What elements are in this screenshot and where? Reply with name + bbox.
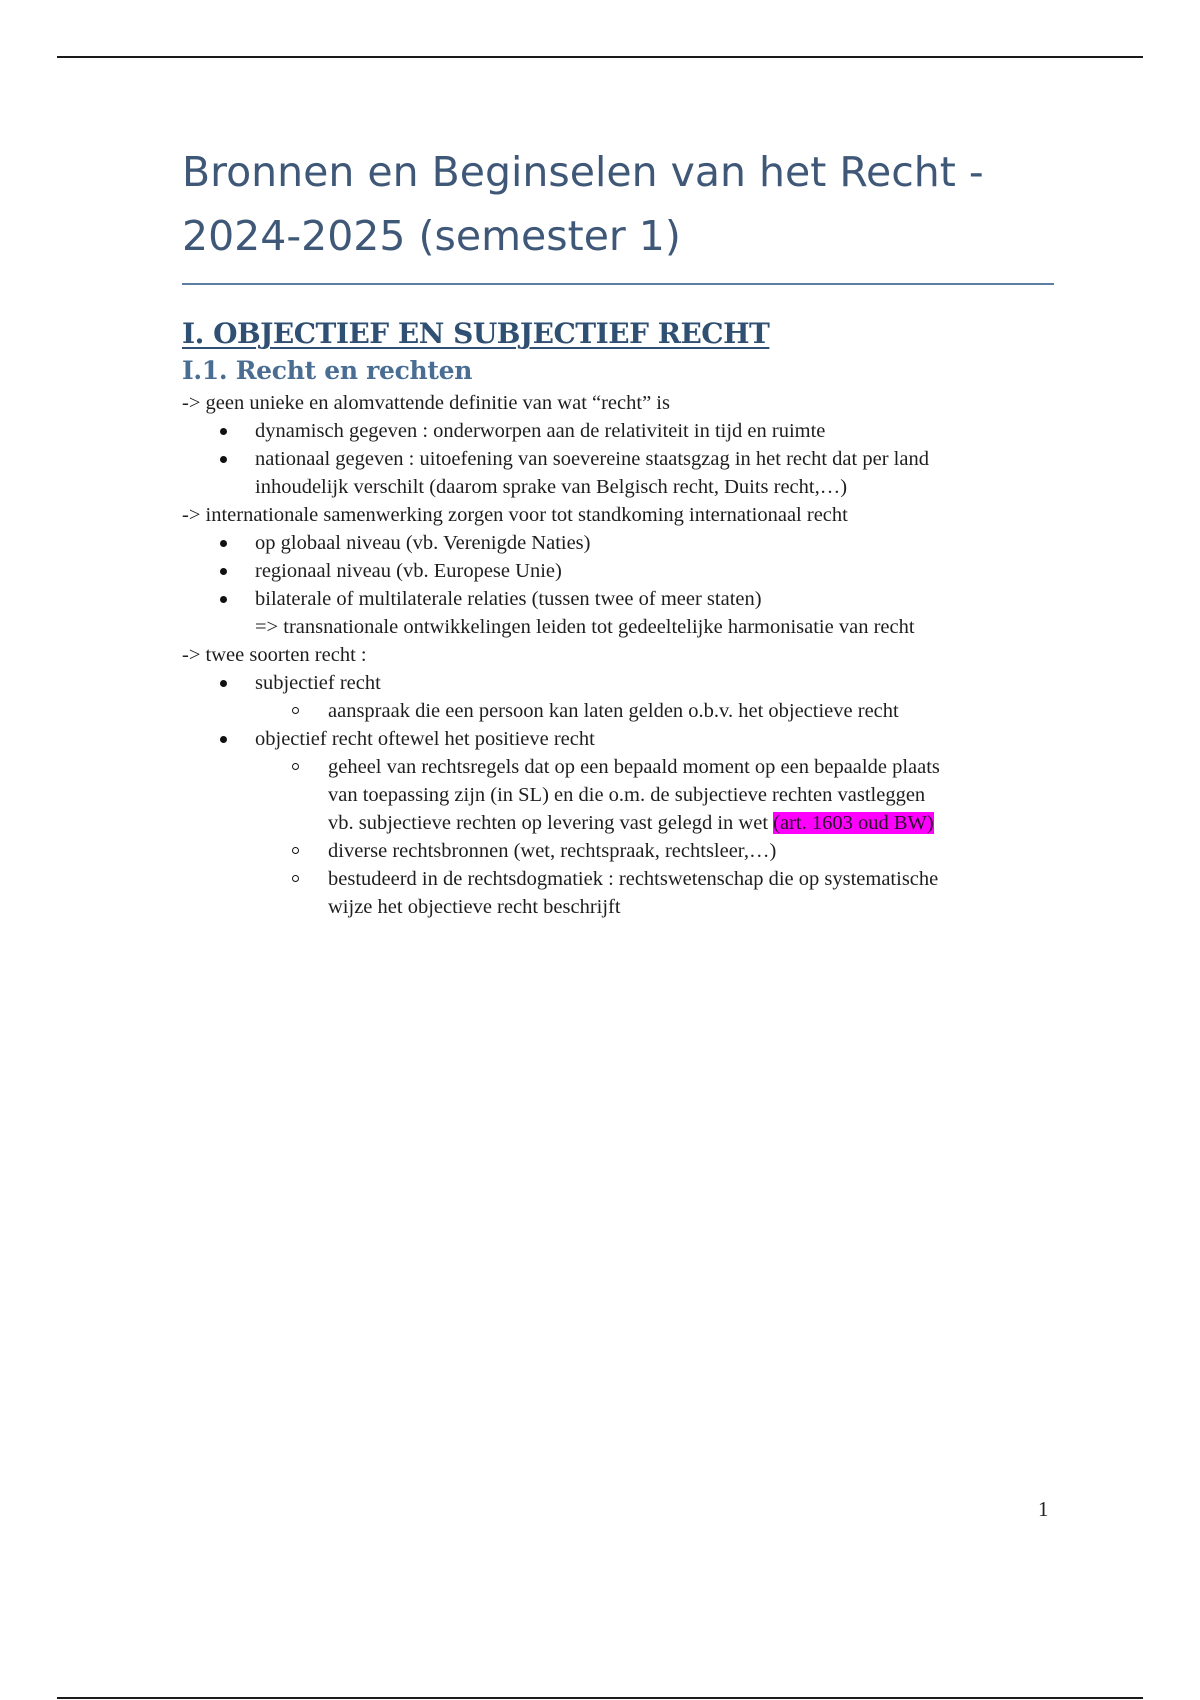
document-page bbox=[182, 140, 1054, 921]
sub-bullet-item bbox=[182, 753, 1054, 837]
bullet-item: dynamisch gegeven : onderworpen aan de relativiteit in tijd en ruimte bbox=[182, 417, 1054, 445]
bullet-item: regionaal niveau (vb. Europese Unie) bbox=[182, 557, 1054, 585]
bullet-text-continued: inhoudelijk verschilt (daarom sprake van Belgisch recht, Duits recht,…) bbox=[255, 476, 848, 498]
top-rule bbox=[57, 56, 1143, 58]
sub-bullet-text-continued: wijze het objectieve recht beschrijft bbox=[328, 896, 621, 918]
section-heading: I. OBJECTIEF EN SUBJECTIEF RECHT bbox=[182, 317, 770, 350]
title-line-2: 2024-2025 (semester 1) bbox=[182, 212, 681, 260]
subsection-heading: I.1. Recht en rechten bbox=[182, 356, 473, 385]
title-divider bbox=[182, 283, 1054, 285]
bullet-item: op globaal niveau (vb. Verenigde Naties) bbox=[182, 529, 1054, 557]
document-title bbox=[182, 140, 1054, 268]
bullet-text: bilaterale of multilaterale relaties (tussen twee of meer staten) bbox=[255, 588, 762, 610]
bullet-item bbox=[182, 445, 1054, 501]
sub-bullet-item: diverse rechtsbronnen (wet, rechtspraak, rechtsleer,…) bbox=[182, 837, 1054, 865]
sub-bullet-item bbox=[182, 865, 1054, 921]
sub-bullet-text-continued: vb. subjectieve rechten op levering vast gelegd in wet bbox=[328, 812, 769, 834]
sub-bullet-text-continued: van toepassing zijn (in SL) en die o.m. de subjectieve rechten vastleggen bbox=[328, 784, 926, 806]
bottom-rule bbox=[57, 1697, 1143, 1699]
body-line: -> geen unieke en alomvattende definitie van wat “recht” is bbox=[182, 392, 670, 414]
page-number: 1 bbox=[1038, 1497, 1049, 1521]
bullet-item bbox=[182, 585, 1054, 641]
highlighted-reference: (art. 1603 oud BW) bbox=[773, 812, 934, 834]
body-line: -> internationale samenwerking zorgen voor tot standkoming internationaal recht bbox=[182, 504, 848, 526]
bullet-item: subjectief recht bbox=[182, 669, 1054, 697]
body-text bbox=[182, 389, 1054, 921]
body-line: -> twee soorten recht : bbox=[182, 644, 367, 666]
sub-bullet-text: bestudeerd in de rechtsdogmatiek : rechtswetenschap die op systematische bbox=[328, 868, 939, 890]
bullet-text: nationaal gegeven : uitoefening van soevereine staatsgzag in het recht dat per land bbox=[255, 448, 929, 470]
bullet-text-continued: => transnationale ontwikkelingen leiden tot gedeeltelijke harmonisatie van recht bbox=[255, 616, 915, 638]
sub-bullet-item: aanspraak die een persoon kan laten gelden o.b.v. het objectieve recht bbox=[182, 697, 1054, 725]
bullet-item: objectief recht oftewel het positieve recht bbox=[182, 725, 1054, 753]
sub-bullet-text: geheel van rechtsregels dat op een bepaald moment op een bepaalde plaats bbox=[328, 756, 940, 778]
title-line-1: Bronnen en Beginselen van het Recht - bbox=[182, 148, 984, 196]
